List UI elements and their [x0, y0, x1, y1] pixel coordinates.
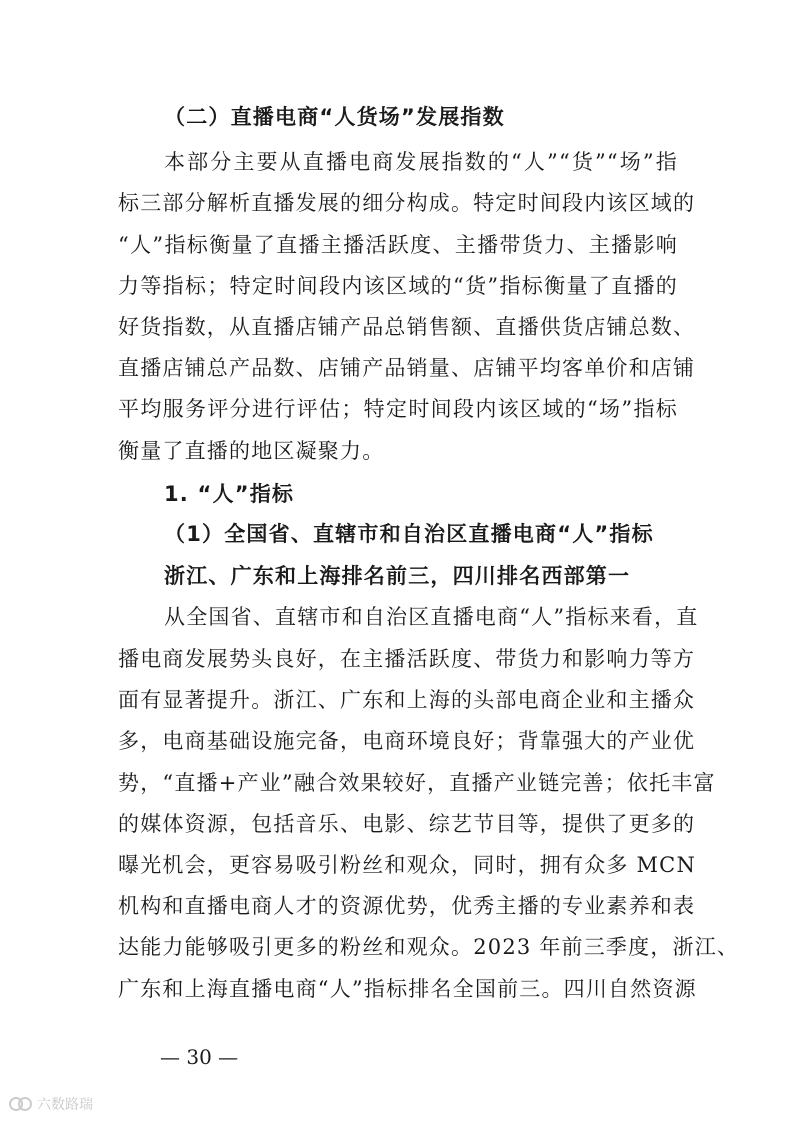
watermark-text: 六数路瑞	[37, 1097, 93, 1113]
body-line: 达能力能够吸引更多的粉丝和观众。2023 年前三季度，浙江、	[118, 935, 740, 959]
body-line: 播电商发展势头良好，在主播活跃度、带货力和影响力等方	[118, 647, 696, 671]
subheading-people-indicator: 1. “人”指标	[164, 482, 295, 506]
section-heading: （二）直播电商“人货场”发展指数	[164, 105, 505, 129]
page-number: — 30 —	[160, 1045, 239, 1069]
watermark	[8, 1094, 93, 1114]
intro-line: 力等指标；特定时间段内该区域的“货”指标衡量了直播的	[118, 274, 678, 298]
intro-line: 平均服务评分进行评估；特定时间段内该区域的“场”指标	[118, 397, 678, 421]
body-line: 广东和上海直播电商“人”指标排名全国前三。四川自然资源	[118, 977, 697, 1001]
subheading-province-ranking-line2: 浙江、广东和上海排名前三，四川排名西部第一	[164, 564, 631, 588]
intro-line: 直播店铺总产品数、店铺产品销量、店铺平均客单价和店铺	[118, 356, 696, 380]
watermark-logo-icon	[8, 1095, 34, 1113]
body-line: 多，电商基础设施完备，电商环境良好；背靠强大的产业优	[118, 729, 696, 753]
intro-line: “人”指标衡量了直播主播活跃度、主播带货力、主播影响	[118, 233, 678, 257]
body-line: 势，“直播+产业”融合效果较好，直播产业链完善；依托丰富	[118, 771, 716, 795]
body-line: 的媒体资源，包括音乐、电影、综艺节目等，提供了更多的	[118, 812, 696, 836]
intro-line: 衡量了直播的地区凝聚力。	[118, 439, 385, 463]
body-line: 曝光机会，更容易吸引粉丝和观众，同时，拥有众多 MCN	[118, 853, 697, 877]
intro-line: 本部分主要从直播电商发展指数的“人”“货”“场”指	[164, 150, 678, 174]
body-line: 机构和直播电商人才的资源优势，优秀主播的专业素养和表	[118, 894, 696, 918]
intro-line: 好货指数，从直播店铺产品总销售额、直播供货店铺总数、	[118, 315, 696, 339]
body-line: 面有显著提升。浙江、广东和上海的头部电商企业和主播众	[118, 688, 696, 712]
subheading-province-ranking-line1: （1）全国省、直辖市和自治区直播电商“人”指标	[164, 522, 654, 546]
body-line: 从全国省、直辖市和自治区直播电商“人”指标来看，直	[164, 605, 699, 629]
intro-line: 标三部分解析直播发展的细分构成。特定时间段内该区域的	[118, 191, 696, 215]
